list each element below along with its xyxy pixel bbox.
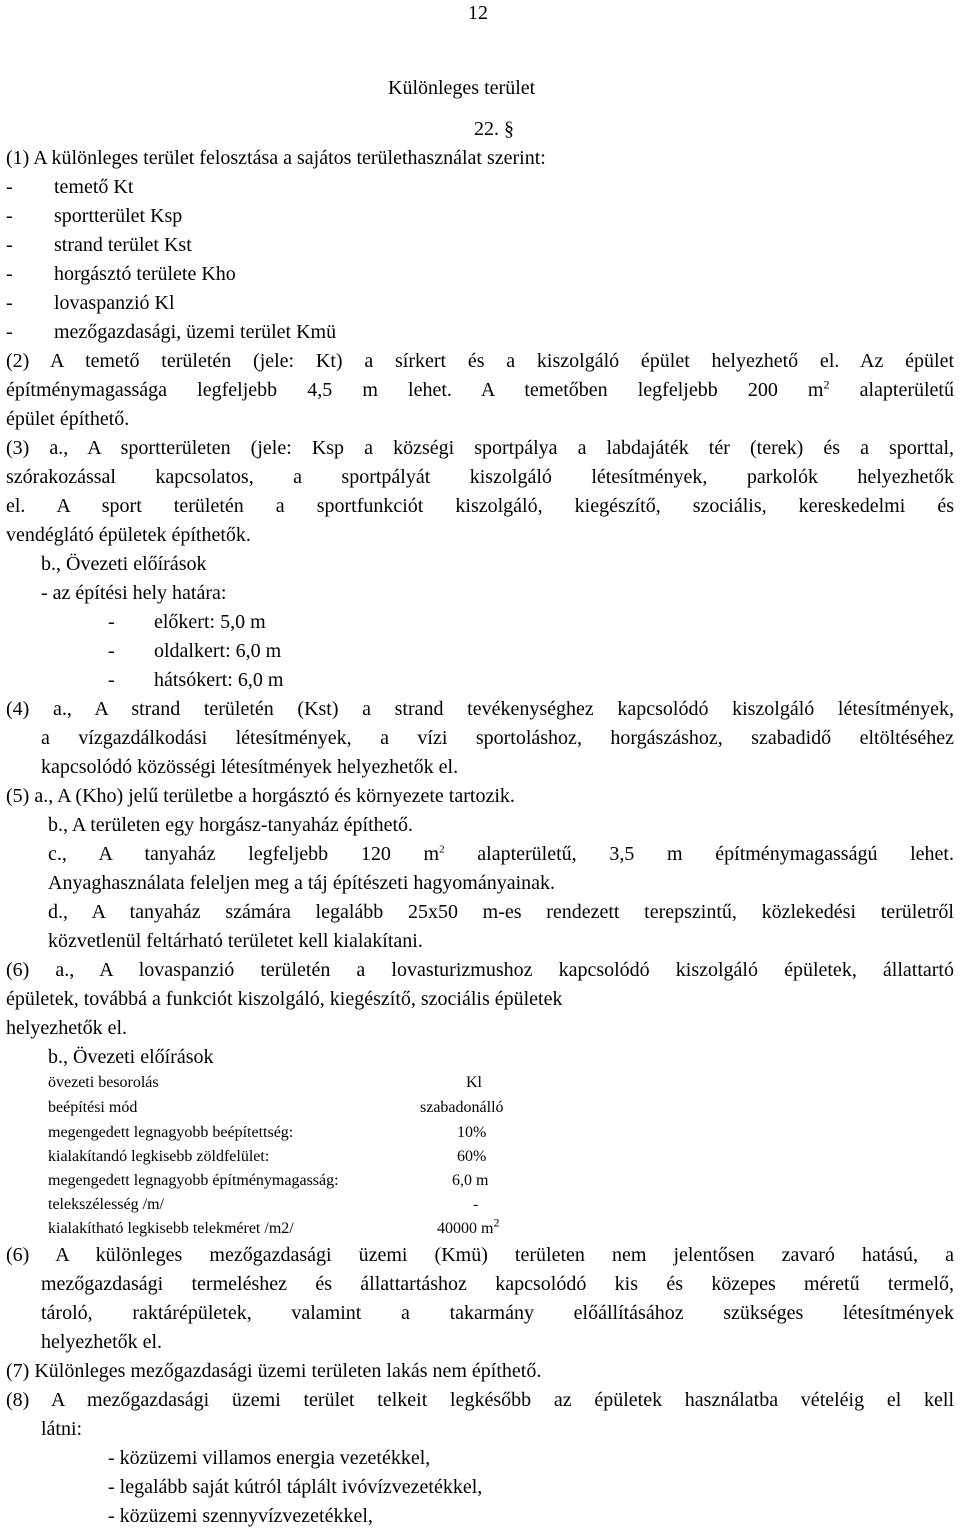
table-value: szabadonálló	[420, 1099, 504, 1116]
list-item: - lovaspanzió Kl	[6, 292, 175, 314]
table-value: 10%	[457, 1124, 487, 1141]
paragraph-8-line: (8) A mezőgazdasági üzemi terület telkeit legkésőbb az épületek használatba vételéig el kell	[6, 1389, 954, 1411]
list-intro: - az építési hely határa:	[41, 582, 227, 604]
subheading: b., Övezeti előírások	[41, 553, 207, 575]
paragraph-8-line: látni:	[41, 1418, 83, 1440]
list-item: - előkert: 5,0 m	[108, 611, 266, 633]
list-item: - strand terület Kst	[6, 234, 192, 256]
paragraph-2-line: (2) A temető területén (jele: Kt) a sírkert és a kiszolgáló épület helyezhető el. Az épület	[6, 350, 954, 372]
paragraph-5-a: (5) a., A (Kho) jelű területbe a horgásztó és környezete tartozik.	[6, 785, 515, 807]
list-item: - mezőgazdasági, üzemi terület Kmü	[6, 321, 337, 343]
paragraph-5-d: d., A tanyaház számára legalább 25x50 m-es rendezett terepszintű, közlekedési területről	[48, 901, 954, 923]
paragraph-5-b: b., A területen egy horgász-tanyaház építhető.	[48, 814, 414, 836]
table-label: beépítési mód	[48, 1099, 138, 1116]
table-label: telekszélesség /m/	[48, 1196, 164, 1213]
table-value: 40000 $m^2$	[437, 1215, 500, 1237]
section-number: 22. §	[474, 118, 514, 140]
paragraph-4-line: (4) a., A strand területén (Kst) a strand tevékenységhez kapcsolódó kiszolgáló létesítmények,	[6, 698, 954, 720]
table-label: kialakítandó legkisebb zöldfelület:	[48, 1148, 270, 1165]
table-label: megengedett legnagyobb beépítettség:	[48, 1124, 294, 1141]
table-value: 6,0 m	[452, 1172, 489, 1189]
section-title: Különleges terület	[388, 77, 536, 99]
list-item: - sportterület Ksp	[6, 205, 183, 227]
list-item: - hátsókert: 6,0 m	[108, 669, 284, 691]
paragraph-3-line: szórakozással kapcsolatos, a sportpályát kiszolgáló létesítmények, parkolók helyezhetők	[6, 466, 954, 488]
paragraph-3-line: vendéglátó épületek építhetők.	[6, 524, 251, 546]
list-item: - oldalkert: 6,0 m	[108, 640, 282, 662]
paragraph-6a-line: (6) a., A lovaspanzió területén a lovasturizmushoz kapcsolódó kiszolgáló épületek, állattartó	[6, 959, 954, 981]
table-label: övezeti besorolás	[48, 1074, 159, 1091]
table-value: 60%	[457, 1148, 487, 1165]
paragraph-6b-line: mezőgazdasági termeléshez és állattartáshoz kapcsolódó kis és közepes méretű termelő,	[41, 1273, 954, 1295]
paragraph-6b-line: (6) A különleges mezőgazdasági üzemi (Kmü) területen nem jelentősen zavaró hatású, a	[6, 1244, 954, 1266]
paragraph-4-line: a vízgazdálkodási létesítmények, a vízi sportoláshoz, horgászáshoz, szabadidő eltöltéséhez	[41, 727, 954, 749]
paragraph-6b-line: helyezhetők el.	[41, 1331, 163, 1353]
paragraph-7: (7) Különleges mezőgazdasági üzemi területen lakás nem építhető.	[6, 1360, 542, 1382]
table-label: megengedett legnagyobb építménymagasság:	[48, 1172, 339, 1189]
paragraph-2-line: építménymagassága legfeljebb 4,5 m lehet. A temetőben legfeljebb 200 $m^2$ alapterületű	[6, 377, 954, 401]
paragraph-6b-line: tároló, raktárépületek, valamint a takarmány előállításához szükséges létesítmények	[41, 1302, 954, 1324]
table-label: kialakítható legkisebb telekméret /m2/	[48, 1220, 294, 1237]
page-number: 12	[468, 2, 488, 24]
paragraph-5-c: Anyaghasználata feleljen meg a táj építészeti hagyományainak.	[48, 872, 556, 894]
subheading: b., Övezeti előírások	[48, 1046, 214, 1068]
list-item: - közüzemi villamos energia vezetékkel,	[108, 1447, 431, 1469]
paragraph-3-line: (3) a., A sportterületen (jele: Ksp a községi sportpálya a labdajáték tér (terek) és a sporttal,	[6, 437, 954, 459]
table-value: Kl	[466, 1074, 482, 1091]
paragraph-5-d: közvetlenül feltárható területet kell kialakítani.	[48, 930, 423, 952]
paragraph-1-intro: (1) A különleges terület felosztása a sajátos területhasználat szerint:	[6, 147, 546, 169]
paragraph-5-c: c., A tanyaház legfeljebb 120 $m^2$ alapterületű, 3,5 m építménymagasságú lehet.	[48, 843, 954, 865]
paragraph-6a-line: épületek, továbbá a funkciót kiszolgáló, kiegészítő, szociális épületek	[6, 988, 563, 1010]
list-item: - horgásztó területe Kho	[6, 263, 236, 285]
list-item: - legalább saját kútról táplált ivóvízvezetékkel,	[108, 1476, 483, 1498]
paragraph-2-line: épület építhető.	[6, 408, 130, 430]
paragraph-4-line: kapcsolódó közösségi létesítmények helyezhetők el.	[41, 756, 459, 778]
paragraph-6a-line: helyezhetők el.	[6, 1017, 128, 1039]
list-item: - közüzemi szennyvízvezetékkel,	[108, 1505, 373, 1527]
list-item: - temető Kt	[6, 176, 134, 198]
paragraph-3-line: el. A sport területén a sportfunkciót kiszolgáló, kiegészítő, szociális, kereskedelmi és	[6, 495, 954, 517]
table-value: -	[473, 1196, 479, 1213]
